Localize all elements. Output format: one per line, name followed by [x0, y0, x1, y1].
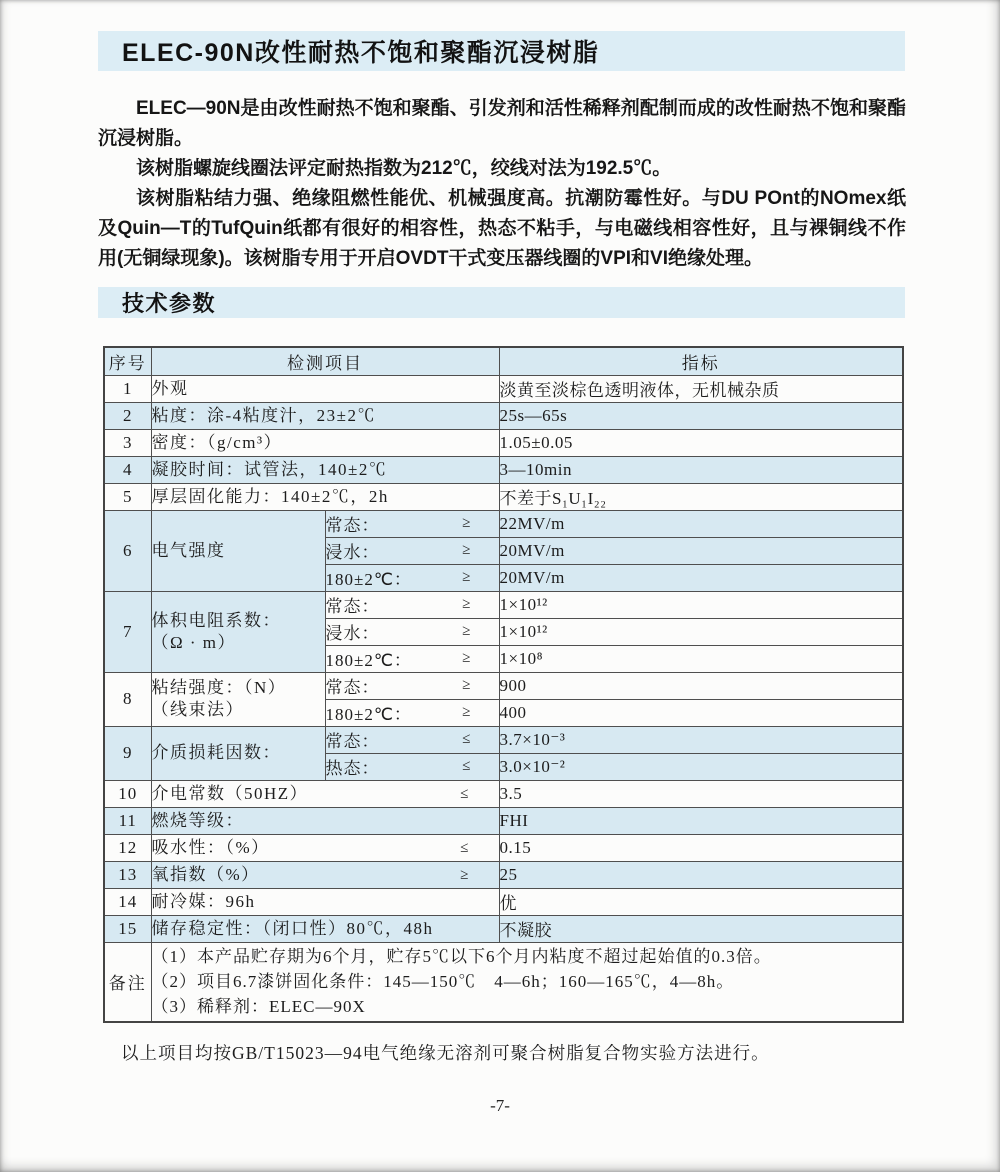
row-number: 9: [104, 726, 151, 780]
row-item: [151, 510, 325, 591]
condition-label: 常态：: [325, 732, 380, 751]
row-value: 20MV/m: [499, 537, 903, 564]
row-item-label: 氧指数（%）: [151, 864, 260, 884]
row-item: [151, 591, 325, 672]
condition-with-symbol: [326, 754, 499, 779]
table-row: [104, 672, 903, 699]
comparison-symbol: ≤: [460, 785, 469, 802]
row-value: 25s—65s: [499, 402, 903, 429]
row-value: 3.0×10⁻²: [499, 753, 903, 780]
row-condition: [325, 726, 499, 753]
row-condition: [325, 753, 499, 780]
row-value: 400: [499, 699, 903, 726]
row-number: 13: [104, 861, 151, 888]
footnote: 以上项目均按GB/T15023—94电气绝缘无溶剂可聚合树脂复合物实验方法进行。: [121, 1043, 770, 1063]
condition-label: 180±2℃：: [325, 705, 412, 724]
row-value: 优: [499, 888, 903, 915]
remark-label: 备注: [104, 942, 151, 1022]
table-row: [104, 429, 903, 456]
condition-label: 180±2℃：: [325, 570, 412, 589]
row-item-line: 体积电阻系数：: [151, 610, 281, 630]
row-item: [151, 672, 325, 726]
row-value: 22MV/m: [499, 510, 903, 537]
row-value: 不差于S₁U₁I₂₂: [499, 483, 903, 510]
spec-table-body: [104, 375, 903, 942]
condition-label: 常态：: [325, 678, 380, 697]
condition-with-symbol: [326, 538, 499, 563]
row-number: 6: [104, 510, 151, 591]
remark-line-3: （3）稀释剂：ELEC—90X: [151, 997, 366, 1017]
row-condition: [325, 618, 499, 645]
row-value: 3—10min: [499, 456, 903, 483]
comparison-symbol: ≤: [462, 758, 471, 774]
row-value: 0.15: [499, 834, 903, 861]
condition-label: 180±2℃：: [325, 651, 412, 670]
comparison-symbol: ≥: [460, 866, 469, 883]
row-value: 淡黄至淡棕色透明液体，无机械杂质: [499, 375, 903, 402]
row-item: [151, 726, 325, 780]
row-number: 1: [104, 375, 151, 402]
comparison-symbol: ≥: [462, 515, 471, 531]
row-number: 14: [104, 888, 151, 915]
comparison-symbol: ≥: [462, 596, 471, 612]
row-condition: [325, 564, 499, 591]
row-value: 20MV/m: [499, 564, 903, 591]
col-header-no: 序号: [104, 347, 151, 375]
row-condition: [325, 645, 499, 672]
table-row: [104, 483, 903, 510]
table-row: [104, 780, 903, 807]
remark-body: [151, 942, 903, 1022]
row-item: 凝胶时间：试管法，140±2℃: [151, 456, 499, 483]
row-value: 1×10¹²: [499, 618, 903, 645]
row-item: 燃烧等级：: [151, 807, 499, 834]
table-row: [104, 834, 903, 861]
condition-label: 热态：: [325, 759, 380, 778]
row-item: [151, 834, 499, 861]
table-row: [104, 402, 903, 429]
condition-with-symbol: [152, 837, 499, 859]
row-item-line: （线束法）: [151, 700, 244, 719]
row-condition: [325, 699, 499, 726]
page-number: -7-: [490, 1096, 510, 1115]
condition-with-symbol: [152, 864, 499, 886]
condition-with-symbol: [326, 511, 499, 536]
title-band: [98, 31, 905, 71]
row-item-line: 介质损耗因数：: [151, 743, 281, 762]
row-number: 10: [104, 780, 151, 807]
row-value: 25: [499, 861, 903, 888]
row-value: 3.5: [499, 780, 903, 807]
comparison-symbol: ≥: [462, 677, 471, 693]
row-condition: [325, 672, 499, 699]
condition-label: 常态：: [325, 516, 380, 535]
condition-with-symbol: [326, 565, 499, 590]
condition-with-symbol: [326, 592, 499, 617]
row-number: 3: [104, 429, 151, 456]
row-value: 不凝胶: [499, 915, 903, 942]
row-value: 1.05±0.05: [499, 429, 903, 456]
row-number: 15: [104, 915, 151, 942]
table-row: [104, 375, 903, 402]
row-value: 3.7×10⁻³: [499, 726, 903, 753]
row-value: FHI: [499, 807, 903, 834]
condition-label: 浸水：: [325, 624, 380, 643]
condition-label: 浸水：: [325, 543, 380, 562]
row-item-label: 介电常数（50HZ）: [151, 783, 309, 803]
row-item: [151, 861, 499, 888]
row-condition: [325, 537, 499, 564]
row-number: 12: [104, 834, 151, 861]
comparison-symbol: ≥: [462, 569, 471, 585]
remark-row: [104, 942, 903, 1022]
row-item: 外观: [151, 375, 499, 402]
table-row: [104, 456, 903, 483]
row-number: 5: [104, 483, 151, 510]
comparison-symbol: ≥: [462, 542, 471, 558]
condition-label: 常态：: [325, 597, 380, 616]
col-header-value: 指标: [499, 347, 903, 375]
row-value: 1×10⁸: [499, 645, 903, 672]
intro-text: [98, 94, 906, 274]
condition-with-symbol: [326, 673, 499, 698]
paragraph-3: 该树脂粘结力强、绝缘阻燃性能优、机械强度高。抗潮防霉性好。与DU POnt的NOmex纸及Quin—T的TufQuin纸都有很好的相容性，热态不粘手，与电磁线相容性好，且与裸铜线不作用(无铜绿现象)。该树脂专用于开启OVDT干式变压器线圈的VPI和VI绝缘处理。: [98, 188, 906, 269]
row-item-line: （Ω · m）: [151, 632, 237, 652]
row-value: 1×10¹²: [499, 591, 903, 618]
page-title: ELEC-90N改性耐热不饱和聚酯沉浸树脂: [122, 39, 600, 67]
condition-with-symbol: [326, 727, 499, 752]
row-item-line: 电气强度: [151, 540, 226, 560]
condition-with-symbol: [326, 700, 499, 725]
table-row: [104, 915, 903, 942]
comparison-symbol: ≥: [462, 704, 471, 720]
row-condition: [325, 591, 499, 618]
comparison-symbol: ≥: [462, 650, 471, 666]
row-number: 2: [104, 402, 151, 429]
spec-table: [103, 346, 904, 1023]
table-row: [104, 591, 903, 618]
table-row: [104, 510, 903, 537]
row-number: 11: [104, 807, 151, 834]
row-item: 储存稳定性：（闭口性）80℃，48h: [151, 915, 499, 942]
paragraph-1: ELEC—90N是由改性耐热不饱和聚酯、引发剂和活性稀释剂配制而成的改性耐热不饱和聚酯沉浸树脂。: [98, 98, 906, 149]
row-value: 900: [499, 672, 903, 699]
section-band: [98, 287, 905, 318]
row-item: [151, 780, 499, 807]
remark-line-2: （2）项目6.7漆饼固化条件：145—150℃ 4—6h；160—165℃，4—8h。: [151, 972, 735, 992]
table-row: [104, 888, 903, 915]
comparison-symbol: ≥: [462, 623, 471, 639]
condition-with-symbol: [152, 783, 499, 805]
table-row: [104, 726, 903, 753]
table-row: [104, 807, 903, 834]
condition-with-symbol: [326, 619, 499, 644]
row-item-line: 粘结强度：（N）: [151, 678, 287, 697]
remark-line-1: （1）本产品贮存期为6个月，贮存5℃以下6个月内粘度不超过起始值的0.3倍。: [151, 947, 772, 967]
row-item: 耐冷媒：96h: [151, 888, 499, 915]
table-header-row: [104, 347, 903, 375]
row-condition: [325, 510, 499, 537]
row-number: 8: [104, 672, 151, 726]
row-item: 密度：（g/cm³）: [151, 429, 499, 456]
comparison-symbol: ≤: [462, 731, 471, 747]
row-number: 7: [104, 591, 151, 672]
row-number: 4: [104, 456, 151, 483]
section-heading: 技术参数: [122, 291, 217, 316]
col-header-item: 检测项目: [151, 347, 499, 375]
comparison-symbol: ≤: [460, 839, 469, 856]
row-item: 厚层固化能力：140±2℃，2h: [151, 483, 499, 510]
paragraph-2: 该树脂螺旋线圈法评定耐热指数为212℃，绞线对法为192.5℃。: [136, 158, 672, 179]
condition-with-symbol: [326, 646, 499, 671]
row-item: 粘度：涂-4粘度汁，23±2℃: [151, 402, 499, 429]
table-row: [104, 861, 903, 888]
row-item-label: 吸水性：（%）: [151, 837, 270, 857]
